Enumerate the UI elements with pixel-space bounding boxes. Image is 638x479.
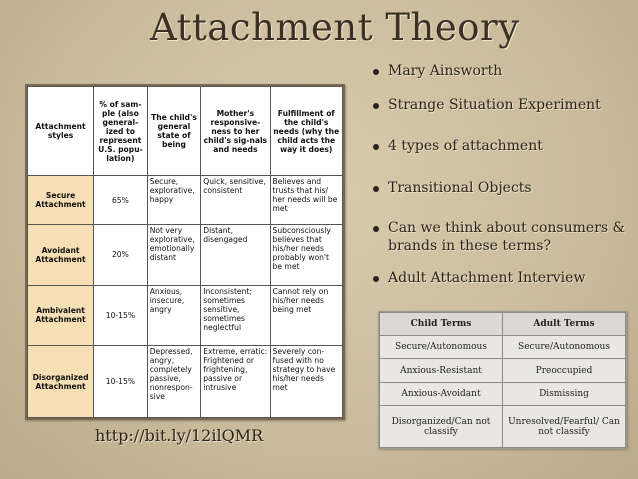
fulfillment-cell: Cannot rely on his/her needs being met [270, 285, 342, 346]
bullet-item [370, 269, 635, 287]
bullet-list [370, 62, 635, 287]
child-state-cell: Anxious, insecure, angry [147, 285, 201, 346]
header-fulfillment: Fulfillment of the child's needs (why the child acts the way it does) [270, 87, 342, 176]
bullet-text: Adult Attachment Interview [388, 270, 586, 286]
bullet-text: Transitional Objects [388, 180, 532, 196]
attachment-styles-table [27, 86, 343, 418]
header-attachment-styles: Attachment styles [28, 87, 94, 176]
attachment-style-cell: Disorganized Attachment [28, 346, 94, 418]
child-term-cell: Disorganized/Can not classify [380, 406, 503, 448]
bullet-icon [373, 226, 379, 232]
adult-term-cell: Secure/Autonomous [503, 336, 626, 359]
bullet-item [370, 62, 635, 80]
child-term-cell: Secure/Autonomous [380, 336, 503, 359]
mother-cell: Extreme, erratic: Frightened or frightening, passive or intrusive [201, 346, 270, 418]
header-mother-responsiveness: Mother's responsive-ness to her child's sig-nals and needs [201, 87, 270, 176]
attachment-style-cell: Ambivalent Attachment [28, 285, 94, 346]
table-row [28, 346, 343, 418]
child-term-cell: Anxious-Avoidant [380, 382, 503, 405]
percent-cell: 10-15% [94, 285, 148, 346]
bullet-icon [373, 186, 379, 192]
bullet-item [370, 137, 635, 155]
bullet-item [370, 179, 635, 197]
child-state-cell: Not very explorative, emotionally distant [147, 225, 201, 286]
child-term-cell: Anxious-Resistant [380, 359, 503, 382]
bullet-icon [373, 144, 379, 150]
table-row [380, 359, 626, 382]
adult-term-cell: Preoccupied [503, 359, 626, 382]
mother-cell: Quick, sensitive, consistent [201, 176, 270, 225]
adult-term-cell: Dismissing [503, 382, 626, 405]
header-child-terms: Child Terms [380, 313, 503, 336]
bullet-item [370, 96, 635, 114]
table-row [28, 285, 343, 346]
fulfillment-cell: Severely con-fused with no strategy to have his/her needs met [270, 346, 342, 418]
fulfillment-cell: Subconsciously believes that his/her needs probably won't be met [270, 225, 342, 286]
adult-term-cell: Unresolved/Fearful/ Can not classify [503, 406, 626, 448]
table-header-row [28, 87, 343, 176]
percent-cell: 20% [94, 225, 148, 286]
terms-header-row [380, 313, 626, 336]
bullet-text: 4 types of attachment [388, 138, 543, 154]
child-adult-terms-table [379, 312, 626, 448]
header-child-state: The child's general state of being [147, 87, 201, 176]
table-row [28, 176, 343, 225]
percent-cell: 10-15% [94, 346, 148, 418]
slide-title: Attachment Theory [150, 6, 520, 49]
bullet-icon [373, 69, 379, 75]
fulfillment-cell: Believes and trusts that his/ her needs will be met [270, 176, 342, 225]
table-row [380, 406, 626, 448]
header-adult-terms: Adult Terms [503, 313, 626, 336]
attachment-styles-table-image [25, 84, 345, 420]
source-link[interactable]: http://bit.ly/12ilQMR [95, 426, 264, 445]
child-adult-terms-table-image [378, 311, 627, 449]
bullet-icon [373, 276, 379, 282]
bullet-icon [373, 103, 379, 109]
bullet-text: Strange Situation Experiment [388, 97, 601, 113]
child-state-cell: Depressed, angry, completely passive, nonrespon-sive [147, 346, 201, 418]
header-percent-sample: % of sam-ple (also general-ized to represent U.S. popu-lation) [94, 87, 148, 176]
table-row [380, 382, 626, 405]
bullet-text: Can we think about consumers & brands in these terms? [388, 220, 625, 254]
table-row [28, 225, 343, 286]
attachment-style-cell: Avoidant Attachment [28, 225, 94, 286]
attachment-style-cell: Secure Attachment [28, 176, 94, 225]
table-row [380, 336, 626, 359]
mother-cell: Distant, disengaged [201, 225, 270, 286]
child-state-cell: Secure, explorative, happy [147, 176, 201, 225]
bullet-item [370, 219, 635, 255]
bullet-text: Mary Ainsworth [388, 63, 503, 79]
percent-cell: 65% [94, 176, 148, 225]
mother-cell: Inconsistent; sometimes sensitive, sometimes neglectful [201, 285, 270, 346]
